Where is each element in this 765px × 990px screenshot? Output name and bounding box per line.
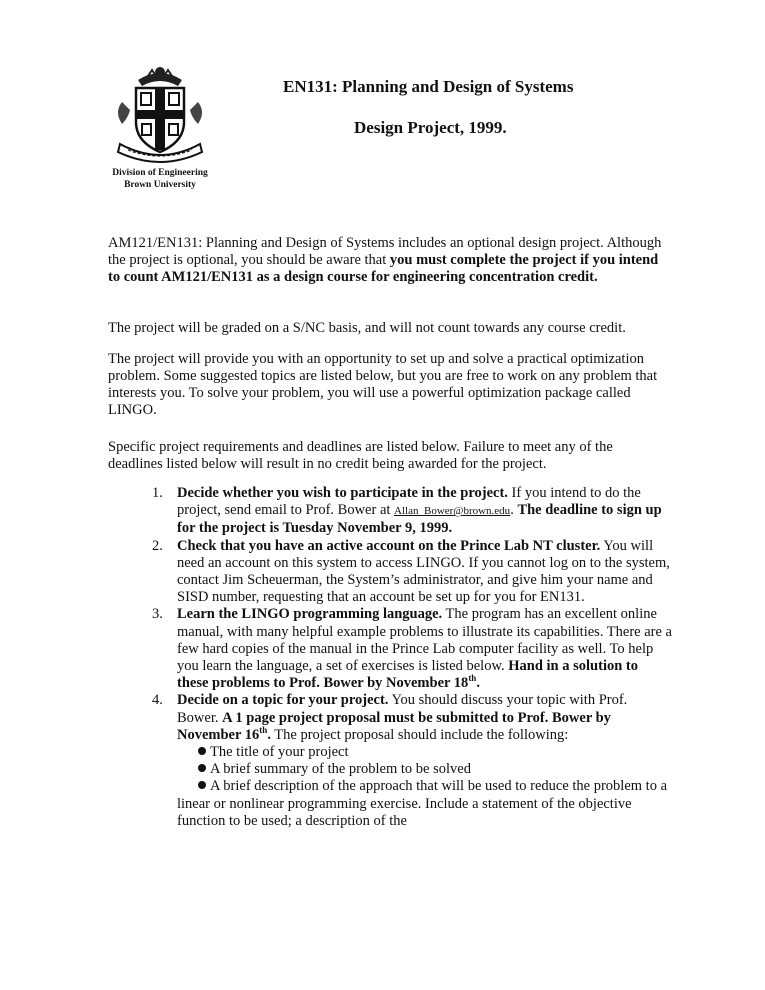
item-text: .	[510, 502, 518, 519]
bullet-item: A brief summary of the problem to be solved	[198, 761, 672, 778]
bullet-icon	[198, 764, 206, 772]
bullet-item: The title of your project	[198, 744, 672, 761]
item-heading: Check that you have an active account on the Prince Lab NT cluster.	[177, 537, 601, 554]
list-item	[152, 538, 672, 607]
opportunity-paragraph: The project will provide you with an opportunity to set up and solve a practical optimization problem. Some suggested topics are listed below, but you are free to work on any problem that interests you. To solve your problem, you will use a powerful optimization package called LINGO.	[108, 351, 658, 418]
proposal-bullet-list	[177, 744, 672, 830]
bullet-item: A brief description of the approach that will be used to reduce the problem to a linear or nonlinear programming exercise. Include a statement of the objective function to be used; a description of the	[177, 778, 668, 829]
requirements-list	[152, 485, 672, 830]
bullet-icon	[198, 781, 206, 789]
brown-university-seal-logo	[108, 62, 212, 166]
requirements-paragraph: Specific project requirements and deadlines are listed below. Failure to meet any of the deadlines listed below will result in no credit being awarded for the project.	[108, 439, 613, 472]
document-subtitle: Design Project, 1999.	[354, 118, 507, 137]
item-heading: Learn the LINGO programming language.	[177, 606, 443, 623]
bullet-icon	[198, 747, 206, 755]
list-item	[152, 606, 672, 692]
university-name: Brown University	[124, 180, 196, 190]
item-heading: Decide on a topic for your project.	[177, 692, 389, 709]
list-item-number: 4.	[152, 692, 163, 709]
intro-text: AM121/EN131: Planning and Design of Systems includes an optional design project. Although the project is optional, you should be aware that	[108, 235, 662, 268]
item-text: The project proposal should include the following:	[270, 726, 569, 743]
item-text: The program has an excellent online manual, with many helpful example problems to illustrate its capabilities. There are a few hard copies of the manual in the Prince Lab computer facility as well. To help you learn the language, a set of exercises is listed below.	[177, 606, 672, 675]
list-item	[152, 485, 672, 538]
item-deadline: A 1 page project proposal must be submitted to Prof. Bower by November 16th.	[177, 709, 611, 743]
list-item-number: 2.	[152, 537, 163, 554]
item-text: You will need an account on this system to access LINGO. If you cannot log on to the system, contact Jim Scheuerman, the System’s administrator, and give him your name and SISD number, requesting that an account be set up for you for EN131.	[177, 537, 670, 606]
list-item-number: 3.	[152, 606, 163, 623]
grading-paragraph: The project will be graded on a S/NC basis, and will not count towards any course credit.	[108, 320, 626, 336]
item-deadline: The deadline to sign up for the project is Tuesday November 9, 1999.	[177, 502, 662, 537]
intro-bold-requirement: you must complete the project if you intend to count AM121/EN131 as a design course for engineering concentration credit.	[108, 252, 659, 285]
division-label	[98, 167, 222, 191]
item-deadline: Hand in a solution to these problems to Prof. Bower by November 18th.	[177, 658, 638, 692]
intro-paragraph	[108, 235, 668, 286]
list-item-number: 1.	[152, 485, 163, 501]
document-title: EN131: Planning and Design of Systems	[283, 77, 574, 96]
email-link[interactable]: Allan_Bower@brown.edu	[394, 505, 511, 518]
item-text: If you intend to do the project, send email to Prof. Bower at	[177, 485, 641, 519]
item-heading: Decide whether you wish to participate in the project.	[177, 485, 508, 501]
item-text: You should discuss your topic with Prof. Bower.	[177, 692, 628, 726]
division-name: Division of Engineering	[112, 168, 208, 178]
list-item	[152, 692, 672, 830]
